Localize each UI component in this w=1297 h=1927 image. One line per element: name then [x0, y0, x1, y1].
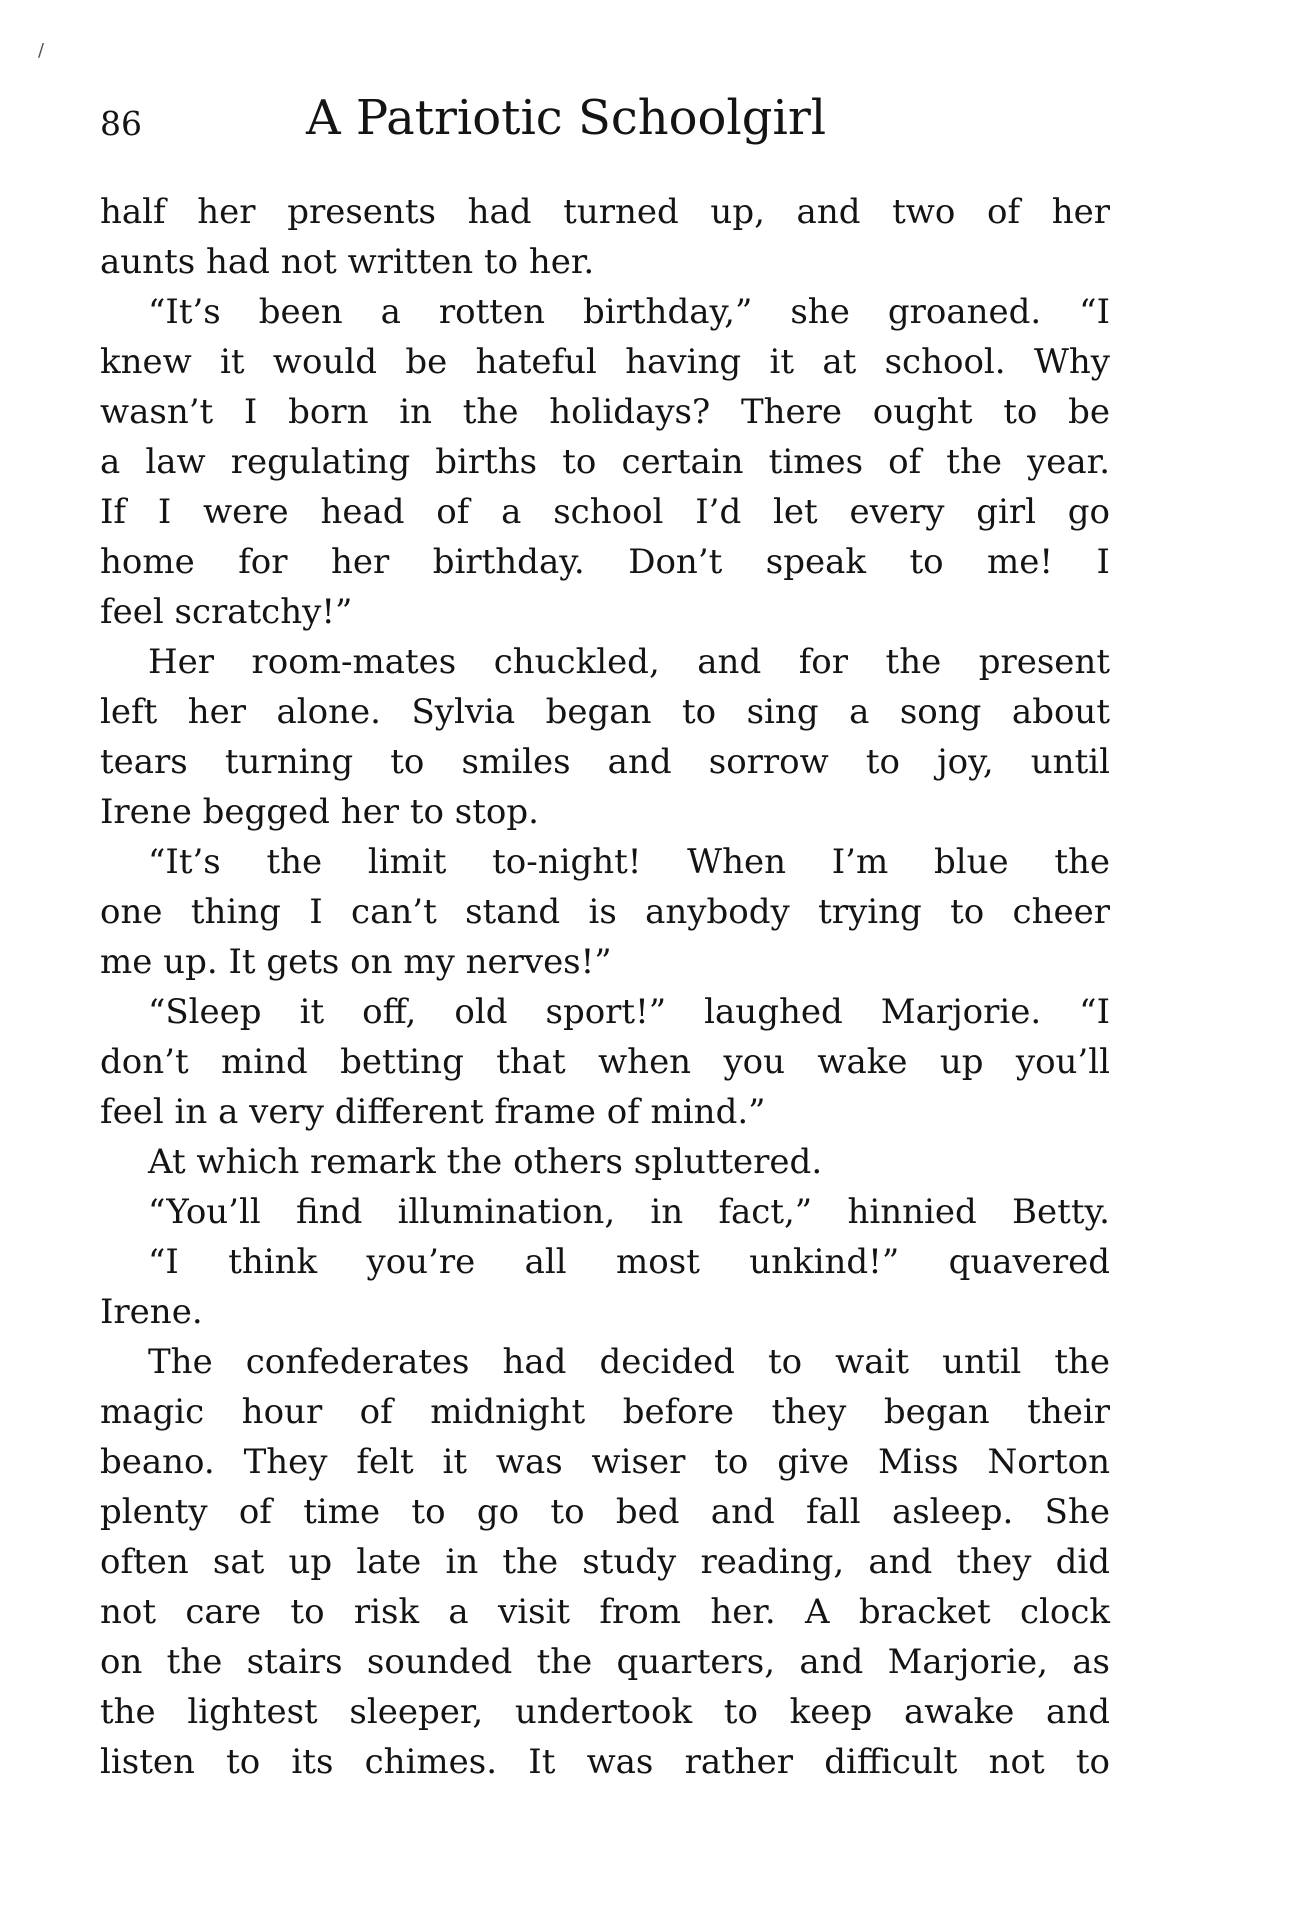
text-line: magic hour of midnight before they began their: [100, 1392, 1110, 1432]
text-line: “I think you’re all most unkind!” quavered: [148, 1242, 1110, 1282]
text-line: knew it would be hateful having it at school. Why: [100, 342, 1110, 382]
text-line: feel scratchy!”: [100, 592, 353, 632]
running-title: A Patriotic Schoolgirl: [306, 90, 827, 146]
text-line: beano. They felt it was wiser to give Miss Norton: [100, 1442, 1110, 1482]
text-line: the lightest sleeper, undertook to keep awake and: [100, 1692, 1110, 1732]
text-line: home for her birthday. Don’t speak to me! I: [100, 542, 1110, 582]
text-line: Her room-mates chuckled, and for the present: [148, 642, 1110, 682]
margin-mark: /: [38, 40, 45, 61]
text-line: a law regulating births to certain times of the year.: [100, 442, 1110, 482]
body-text: [100, 187, 1110, 1787]
text-line: “Sleep it off, old sport!” laughed Marjorie. “I: [148, 992, 1110, 1032]
text-line: one thing I can’t stand is anybody trying to cheer: [100, 892, 1110, 932]
text-line: If I were head of a school I’d let every girl go: [100, 492, 1110, 532]
text-line: “You’ll find illumination, in fact,” hinnied Betty.: [148, 1192, 1110, 1232]
text-line: don’t mind betting that when you wake up you’ll: [100, 1042, 1110, 1082]
text-line: Irene.: [100, 1292, 203, 1332]
text-line: feel in a very different frame of mind.”: [100, 1092, 766, 1132]
text-line: often sat up late in the study reading, and they did: [100, 1542, 1110, 1582]
text-line: me up. It gets on my nerves!”: [100, 942, 612, 982]
page-number: 86: [100, 104, 142, 143]
text-line: not care to risk a visit from her. A bracket clock: [100, 1592, 1110, 1632]
text-line: listen to its chimes. It was rather difficult not to: [100, 1742, 1110, 1782]
text-line: Irene begged her to stop.: [100, 792, 539, 832]
text-line: At which remark the others spluttered.: [148, 1142, 823, 1182]
text-line: plenty of time to go to bed and fall asleep. She: [100, 1492, 1110, 1532]
text-line: half her presents had turned up, and two of her: [100, 192, 1110, 232]
text-line: tears turning to smiles and sorrow to joy, until: [100, 742, 1110, 782]
page-header: [100, 88, 1110, 158]
text-line: “It’s the limit to-night! When I’m blue the: [148, 842, 1110, 882]
text-line: wasn’t I born in the holidays? There ought to be: [100, 392, 1110, 432]
text-line: aunts had not written to her.: [100, 242, 595, 282]
text-line: The confederates had decided to wait until the: [148, 1342, 1110, 1382]
text-line: “It’s been a rotten birthday,” she groaned. “I: [148, 292, 1110, 332]
text-line: left her alone. Sylvia began to sing a song about: [100, 692, 1110, 732]
text-line: on the stairs sounded the quarters, and Marjorie, as: [100, 1642, 1110, 1682]
